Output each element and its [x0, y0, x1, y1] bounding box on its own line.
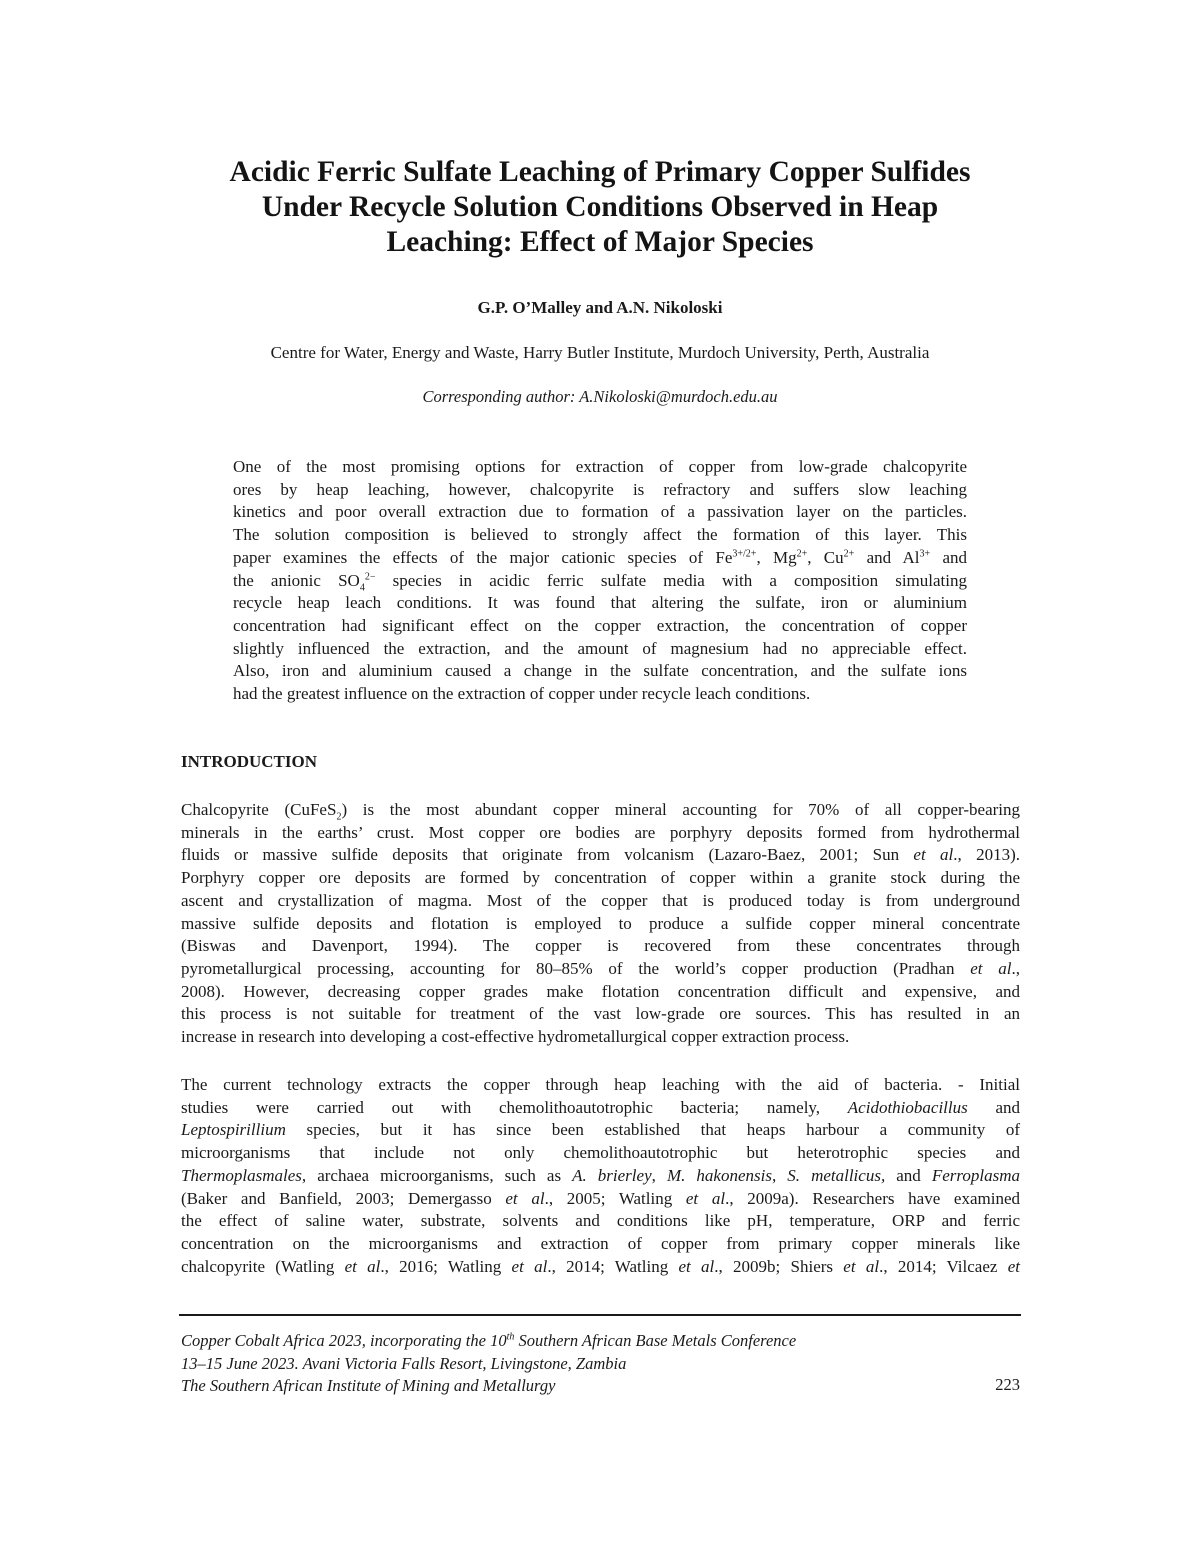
text-run: paper examines the effects of the major cationic species of Fe	[233, 547, 733, 567]
abstract-line: concentration had significant effect on the copper extraction, the concentration of copper	[233, 615, 967, 635]
abstract-line: slightly influenced the extraction, and the amount of magnesium had no appreciable effect.	[233, 638, 967, 658]
paragraph-line: concentration on the microorganisms and extraction of copper from primary copper minerals like	[181, 1233, 1020, 1253]
paper-title	[160, 155, 1040, 260]
affiliation: Centre for Water, Energy and Waste, Harry Butler Institute, Murdoch University, Perth, Australia	[270, 343, 930, 362]
paragraph-line	[181, 1188, 1020, 1211]
italic-run: Ferroplasma	[931, 1165, 1021, 1185]
footer	[181, 1330, 1020, 1398]
paragraph-line	[181, 958, 1020, 981]
paragraph-line	[181, 1165, 1020, 1188]
footer-line: The Southern African Institute of Mining and Metallurgy	[181, 1376, 556, 1396]
text-run: ,	[771, 1165, 788, 1185]
text-run: .,	[1011, 958, 1020, 978]
paragraph-line: (Biswas and Davenport, 1994). The copper is recovered from these concentrates through	[181, 936, 1020, 956]
text-run: pyrometallurgical processing, accounting for 80–85% of the world’s copper production (Pradhan	[181, 958, 971, 978]
subscript: 4	[359, 581, 365, 593]
italic-run: et al	[511, 1256, 548, 1276]
text-run: and	[967, 1097, 1021, 1117]
paragraph-line	[181, 1119, 1020, 1142]
title-line: Acidic Ferric Sulfate Leaching of Primary Copper Sulfides	[229, 156, 971, 188]
abstract-line: One of the most promising options for extraction of copper from low-grade chalcopyrite	[233, 457, 967, 476]
title-line: Under Recycle Solution Conditions Observed in Heap	[261, 191, 939, 223]
footer-divider	[179, 1314, 1021, 1316]
paragraph	[181, 799, 1020, 1049]
corresponding-author: Corresponding author: A.Nikoloski@murdoch.edu.au	[422, 387, 778, 406]
paragraph-line: The current technology extracts the copper through heap leaching with the aid of bacteria. - Initial	[181, 1075, 1020, 1094]
italic-run: et al	[970, 958, 1012, 978]
text-run: , archaea microorganisms, such as	[301, 1165, 573, 1185]
superscript: th	[506, 1331, 515, 1343]
paragraph-line: massive sulfide deposits and flotation is employed to produce a sulfide copper mineral concentrate	[181, 913, 1020, 933]
text-run: Southern African Base Metals Conference	[514, 1331, 797, 1350]
text-run: ., 2009a). Researchers have examined	[725, 1188, 1020, 1208]
text-run: and	[885, 1165, 932, 1185]
text-run: ., 2014; Vilcaez	[879, 1256, 1008, 1276]
authors: G.P. O’Malley and A.N. Nikoloski	[477, 298, 723, 317]
text-run: ., 2014; Watling	[547, 1256, 679, 1276]
superscript: 2+	[796, 548, 808, 560]
abstract-line	[233, 547, 967, 570]
text-run: Chalcopyrite (CuFeS	[181, 800, 337, 819]
text-run: and Al	[854, 547, 920, 567]
text-run: species, but it has since been established that heaps harbour a community of	[285, 1120, 1020, 1140]
paragraph-line	[181, 1256, 1020, 1279]
italic-run: et al	[505, 1188, 545, 1208]
paragraph-line: ascent and crystallization of magma. Most of the copper that is produced today is from underground	[181, 890, 1020, 910]
abstract-line: Also, iron and aluminium caused a change in the sulfate concentration, and the sulfate ions	[233, 661, 967, 681]
footer-line	[181, 1330, 1020, 1353]
superscript: 3+/2+	[732, 548, 757, 560]
paragraph-line	[181, 844, 1020, 867]
italic-run: S. metallicus,	[787, 1165, 886, 1185]
superscript: 2+	[843, 548, 855, 560]
italic-run: et al	[344, 1256, 381, 1276]
text-run: ., 2005; Watling	[544, 1188, 686, 1208]
text-run: , Mg	[756, 547, 797, 567]
paragraph	[181, 1074, 1020, 1278]
text-run: ., 2009b; Shiers	[714, 1256, 844, 1276]
text-run: ,	[651, 1165, 667, 1185]
paragraph-line	[181, 1097, 1020, 1120]
abstract-line	[233, 570, 967, 593]
paragraph-line: 2008). However, decreasing copper grades make flotation concentration difficult and expensive, and	[181, 981, 1020, 1001]
text-run: fluids or massive sulfide deposits that originate from volcanism (Lazaro-Baez, 2001; Sun	[181, 845, 914, 865]
italic-run: et al	[913, 845, 954, 865]
subscript: 2	[336, 811, 342, 823]
paragraph-line: this process is not suitable for treatment of the vast low-grade ore sources. This has resulted in an	[181, 1004, 1020, 1024]
text-run: Copper Cobalt Africa 2023, incorporating the 10	[181, 1331, 507, 1350]
paragraph-line: Porphyry copper ore deposits are formed by concentration of copper within a granite stock during the	[181, 868, 1020, 888]
text-run: studies were carried out with chemolithoautotrophic bacteria; namely,	[181, 1097, 848, 1117]
abstract-line: recycle heap leach conditions. It was found that altering the sulfate, iron or aluminium	[233, 593, 967, 613]
paragraph-line	[181, 799, 1020, 822]
text-run: the anionic SO	[233, 570, 360, 590]
abstract-line: The solution composition is believed to strongly affect the formation of this layer. This	[233, 525, 967, 545]
italic-run: M. hakonensis	[666, 1165, 772, 1185]
italic-run: Acidothiobacillus	[847, 1097, 968, 1117]
text-run: ., 2013).	[953, 845, 1020, 865]
paragraph-line: increase in research into developing a cost-effective hydrometallurgical copper extraction process.	[181, 1027, 850, 1047]
page-number: 223	[995, 1375, 1020, 1394]
title-line: Leaching: Effect of Major Species	[386, 226, 814, 258]
text-run: (Baker and Banfield, 2003; Demergasso	[181, 1188, 506, 1208]
italic-run: et al	[685, 1188, 726, 1208]
text-run: ., 2016; Watling	[380, 1256, 512, 1276]
italic-run: A. brierley	[572, 1165, 652, 1185]
italic-run: et al	[843, 1256, 880, 1276]
text-run: ) is the most abundant copper mineral accounting for 70% of all copper-bearing	[341, 800, 1020, 819]
superscript: 3+	[919, 548, 931, 560]
footer-line: 13–15 June 2023. Avani Victoria Falls Resort, Livingstone, Zambia	[181, 1353, 627, 1373]
superscript: 2−	[364, 570, 376, 582]
italic-run: et al	[678, 1256, 715, 1276]
text-run: chalcopyrite (Watling	[181, 1256, 345, 1276]
text-run: , Cu	[807, 547, 844, 567]
paragraph-line: the effect of saline water, substrate, solvents and conditions like pH, temperature, ORP and ferric	[181, 1211, 1020, 1231]
paragraph-line: minerals in the earths’ crust. Most copper ore bodies are porphyry deposits formed from hydrothermal	[181, 822, 1020, 842]
abstract-line: had the greatest influence on the extraction of copper under recycle leach conditions.	[233, 684, 811, 704]
italic-run: Leptospirillium	[181, 1120, 286, 1140]
italic-run: Thermoplasmales	[181, 1165, 302, 1185]
paragraph-line: microorganisms that include not only chemolithoautotrophic but heterotrophic species and	[181, 1143, 1020, 1163]
text-run: species in acidic ferric sulfate media with a composition simulating	[375, 570, 967, 590]
abstract	[233, 456, 967, 706]
section-heading: INTRODUCTION	[181, 752, 318, 771]
abstract-line: ores by heap leaching, however, chalcopyrite is refractory and suffers slow leaching	[233, 479, 967, 499]
text-run: and	[930, 547, 968, 567]
abstract-line: kinetics and poor overall extraction due to formation of a passivation layer on the particles.	[233, 502, 967, 522]
italic-run: et	[1007, 1256, 1020, 1276]
